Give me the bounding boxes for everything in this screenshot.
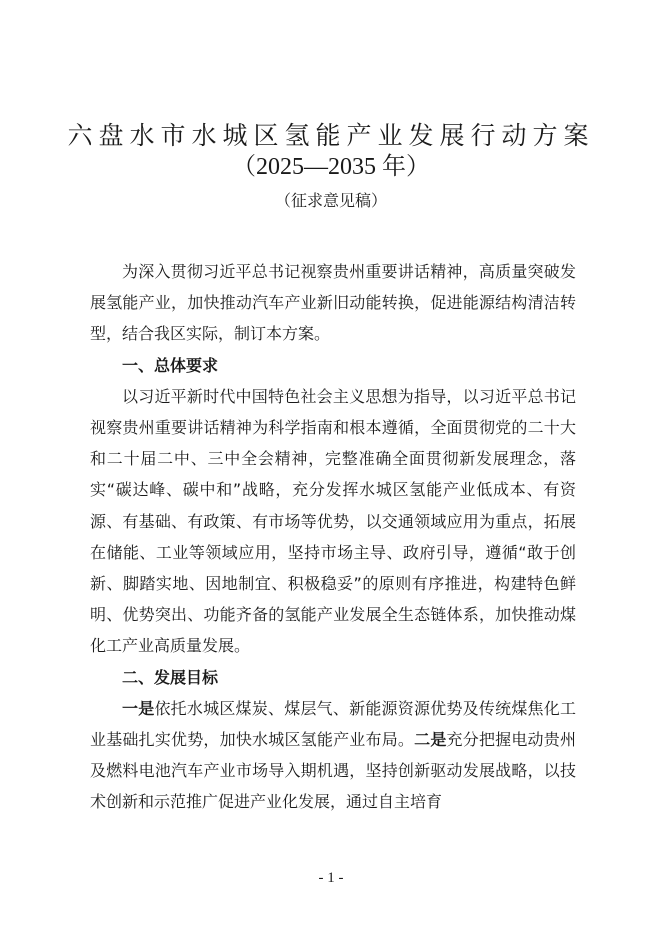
- goal-text-one: 依托水城区煤炭、煤层气、新能源资源优势及传统煤焦化工业基础扎实优势，加快水城区氢能产业布局。: [90, 698, 576, 750]
- draft-label: （征求意见稿）: [274, 191, 387, 210]
- intro-paragraph: 为深入贯彻习近平总书记视察贵州重要讲话精神，高质量突破发展氢能产业，加快推动汽车产业新旧动能转换，促进能源结构清洁转型，结合我区实际，制订本方案。: [90, 262, 576, 344]
- document-years: （2025—2035 年）: [232, 154, 430, 180]
- document-title: 六盘水市水城区氢能产业发展行动方案: [67, 121, 595, 150]
- overall-requirements-paragraph: 以习近平新时代中国特色社会主义思想为指导，以习近平总书记视察贵州重要讲话精神为科学指南和根本遵循，全面贯彻党的二十大和二十届二中、三中全会精神，完整准确全面贯彻新发展理念，落实“碳达峰、碳中和”战略，充分发挥水城区氢能产业低成本、有资源、有基础、有政策、有市场等优势，以交通领域应用为重点，拓展在储能、工业等领域应用，坚持市场主导、政府引导，遵循“敢于创新、脚踏实地、因地制宜、积极稳妥”的原则有序推进，构建特色鲜明、优势突出、功能齐备的氢能产业发展全生态链体系，加快推动煤化工产业高质量发展。: [90, 386, 576, 656]
- section-heading-development-goals: 二、发展目标: [122, 667, 219, 687]
- goal-lead-two: 二是: [414, 730, 447, 750]
- goal-lead-one: 一是: [122, 698, 155, 718]
- goal-text-two: 充分把握电动贵州及燃料电池汽车产业市场导入期机遇，坚持创新驱动发展战略，以技术创新和示范推广促进产业化发展，通过自主培育: [90, 730, 576, 812]
- document-body: [90, 256, 576, 818]
- development-goals-paragraph: [90, 693, 576, 818]
- page-number: - 1 -: [318, 870, 344, 886]
- section-heading-overall-requirements: 一、总体要求: [122, 355, 219, 375]
